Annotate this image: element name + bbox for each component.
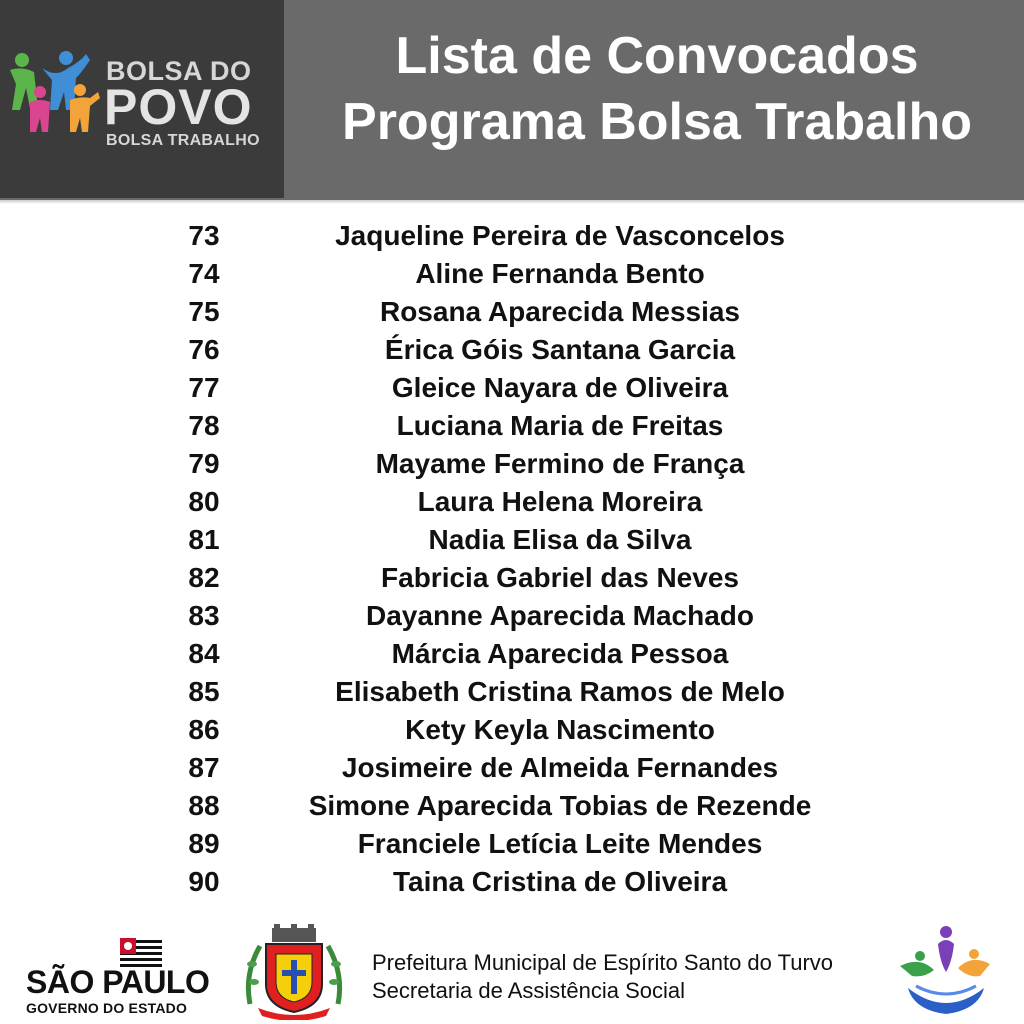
secretaria-name: Secretaria de Assistência Social [372,978,686,1003]
bolsa-do-povo-logo [0,0,284,198]
convocados-list [0,217,1024,901]
list-item-name: Aline Fernanda Bento [415,258,705,289]
list-item-number: 86 [188,714,220,745]
list-item-number: 77 [188,372,220,403]
list-item-number: 87 [188,752,220,783]
list-item-name: Laura Helena Moreira [417,486,703,517]
list-item-number: 81 [188,524,220,555]
list-item-number: 83 [188,600,220,631]
list-item [0,331,1024,369]
list-item-name: Dayanne Aparecida Machado [366,600,754,631]
list-item-name: Mayame Fermino de França [375,448,745,479]
list-item-number: 74 [188,258,220,289]
list-item [0,673,1024,711]
page-title-line-1: Lista de Convocados [395,27,919,85]
list-item-name: Josimeire de Almeida Fernandes [341,752,779,783]
social-assistance-logo-icon [894,922,998,1018]
sao-paulo-name: SÃO PAULO [26,964,210,1000]
list-item-name: Simone Aparecida Tobias de Rezende [308,790,812,821]
list-item-number: 73 [188,220,220,251]
list-item-number: 84 [188,638,220,669]
list-item-number: 78 [188,410,220,441]
list-item-name: Elisabeth Cristina Ramos de Melo [335,676,785,707]
list-item [0,369,1024,407]
sao-paulo-subtitle: GOVERNO DO ESTADO [26,1000,188,1016]
sao-paulo-government-logo [22,938,212,1016]
list-item [0,635,1024,673]
list-item-number: 88 [188,790,220,821]
logo-line-1: BOLSA DO [106,56,252,86]
list-item-number: 79 [188,448,220,479]
list-item-name: Márcia Aparecida Pessoa [391,638,729,669]
list-item-name: Jaqueline Pereira de Vasconcelos [335,220,785,251]
list-item-name: Kety Keyla Nascimento [405,714,715,745]
list-item [0,749,1024,787]
list-item [0,863,1024,901]
list-item-number: 89 [188,828,220,859]
list-item-name: Érica Góis Santana Garcia [384,334,736,365]
list-item-name: Taina Cristina de Oliveira [392,866,728,897]
list-item [0,521,1024,559]
list-item-name: Gleice Nayara de Oliveira [391,372,729,403]
page-title-line-2: Programa Bolsa Trabalho [342,93,972,151]
list-item-number: 90 [188,866,220,897]
list-item-name: Fabricia Gabriel das Neves [381,562,739,593]
logo-line-2: POVO [104,79,253,135]
list-item [0,597,1024,635]
list-item-name: Nadia Elisa da Silva [428,524,692,555]
header [0,0,1024,200]
list-item [0,217,1024,255]
list-item [0,483,1024,521]
list-item-number: 82 [188,562,220,593]
list-item-number: 85 [188,676,220,707]
list-item [0,711,1024,749]
list-item-name: Franciele Letícia Leite Mendes [357,828,763,859]
list-item-name: Luciana Maria de Freitas [396,410,724,441]
coat-of-arms-icon [240,924,348,1020]
list-item [0,825,1024,863]
list-item [0,787,1024,825]
prefeitura-name: Prefeitura Municipal de Espírito Santo do Turvo [372,950,834,975]
list-item [0,255,1024,293]
families-icon [8,48,104,144]
list-item-name: Rosana Aparecida Messias [379,296,741,327]
list-item-number: 80 [188,486,220,517]
list-item-number: 75 [188,296,220,327]
list-item [0,293,1024,331]
list-item-number: 76 [188,334,220,365]
list-item [0,559,1024,597]
list-item [0,407,1024,445]
logo-line-3: BOLSA TRABALHO [106,132,260,149]
footer [0,920,1024,1024]
list-item [0,445,1024,483]
